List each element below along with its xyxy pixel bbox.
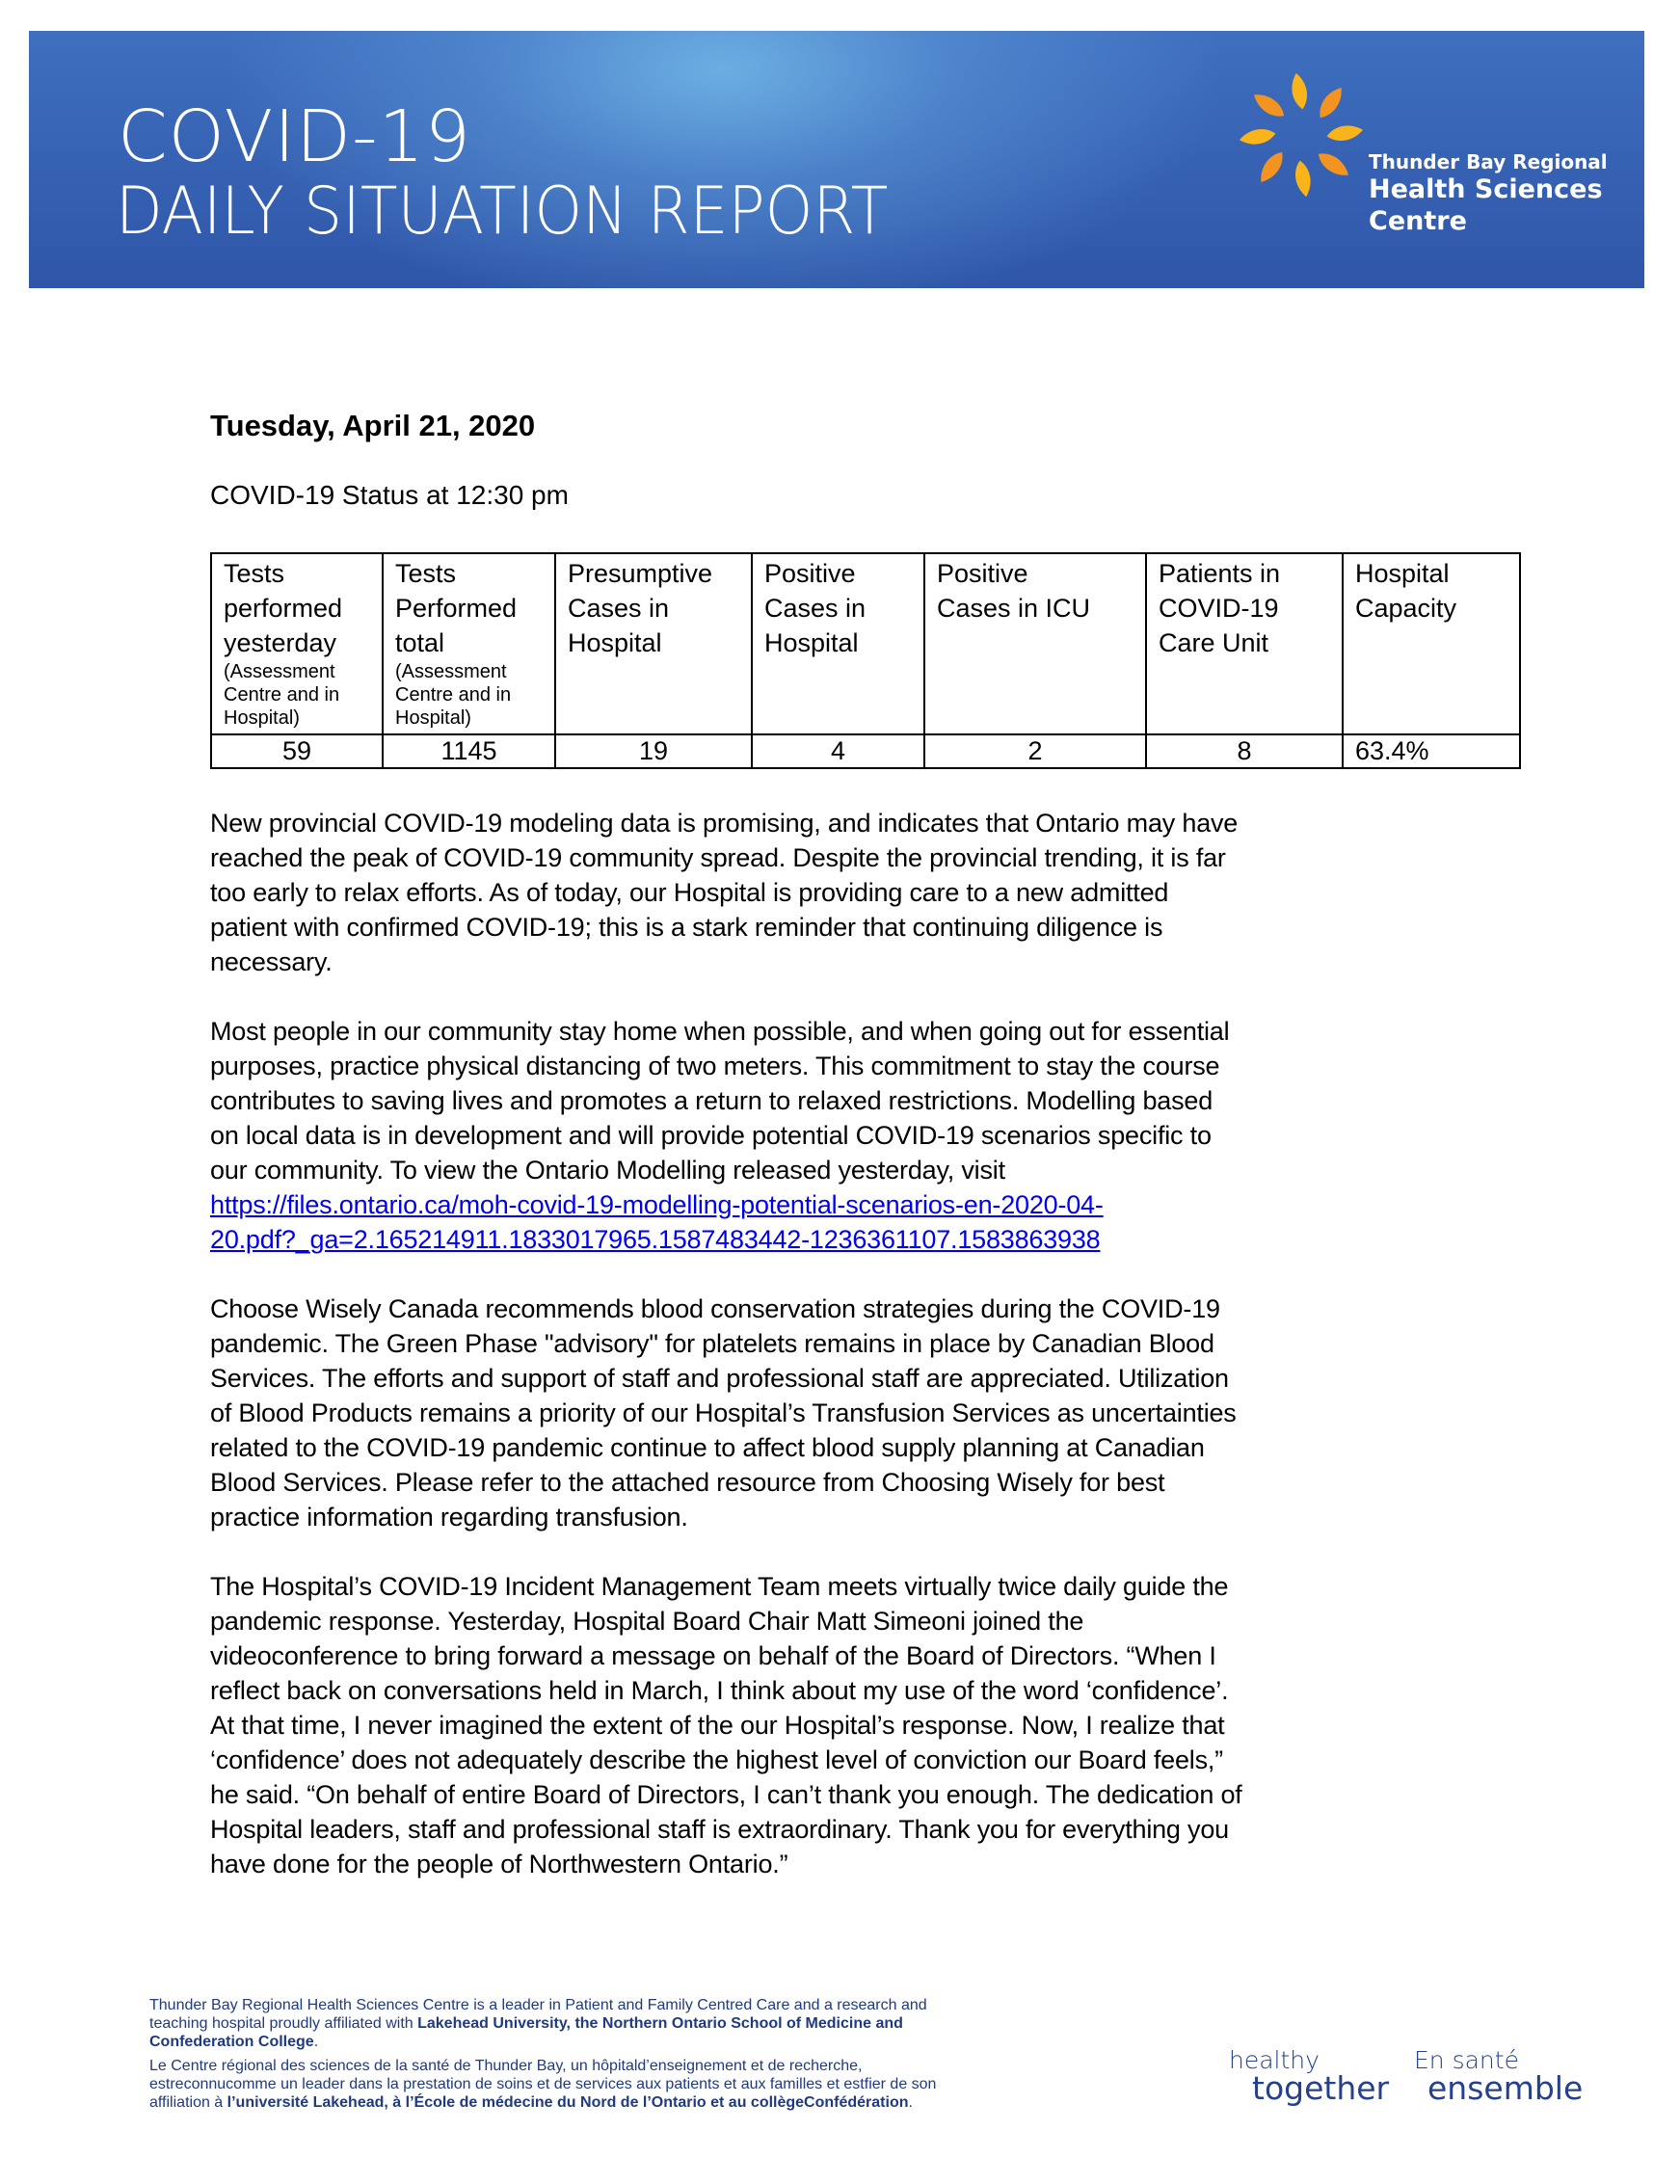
body-paragraph [210, 806, 1482, 979]
logo-petal [1255, 148, 1288, 187]
column-header-text: Care Unit [1159, 628, 1269, 657]
footer-en-text: . [313, 2034, 319, 2050]
paragraph-line: The Hospital’s COVID-19 Incident Management Team meets virtually twice daily guide the [210, 1572, 1229, 1601]
column-header-note: Centre and in [224, 684, 340, 706]
link-line[interactable]: https://files.ontario.ca/moh-covid-19-modelling-potential-scenarios-en-2020-04- [210, 1190, 1104, 1219]
logo-petal [1315, 84, 1347, 122]
paragraph-line: related to the COVID-19 pandemic continue to affect blood supply planning at Canadian [210, 1433, 1205, 1462]
table-cell-value: 19 [555, 734, 752, 768]
footer-fr-line: Le Centre régional des sciences de la santé de Thunder Bay, un hôpitald’enseignement et de recherche, [149, 2058, 863, 2074]
column-header-note: Hospital) [224, 707, 300, 729]
ontario-modelling-link[interactable] [210, 1187, 1482, 1257]
column-header-text: COVID-19 [1159, 594, 1279, 623]
column-header [211, 553, 383, 734]
logo-petal [1289, 72, 1309, 111]
column-header-text: Presumptive [568, 559, 713, 588]
column-header [1343, 553, 1520, 734]
table-cell-value: 59 [211, 734, 383, 768]
report-banner [29, 31, 1644, 288]
column-header-text: Capacity [1355, 594, 1457, 623]
column-header-note: Centre and in [395, 684, 512, 706]
logo-petal [1239, 126, 1277, 146]
column-header [1146, 553, 1343, 734]
footer-fr-line: estreconnucomme un leader dans la prestation de soins et de services aux patients et aux familles et estfier de son [149, 2076, 937, 2092]
tagline-en-small: healthy [1229, 2046, 1320, 2074]
paragraph-line: have done for the people of Northwestern Ontario.” [210, 1850, 788, 1878]
link-line[interactable]: 20.pdf?_ga=2.165214911.1833017965.1587483442-1236361107.1583863938 [210, 1225, 1101, 1254]
column-header [752, 553, 924, 734]
footer-affiliation [149, 1996, 1094, 2117]
logo-petal [1293, 159, 1313, 198]
table-cell-value: 2 [924, 734, 1146, 768]
footer-fr-bold: l’université Lakehead, à l’École de médecine du Nord de l’Ontario et au collègeConfédération [227, 2094, 909, 2111]
paragraph-line: reached the peak of COVID-19 community spread. Despite the provincial trending, it is far [210, 843, 1226, 872]
banner-subtitle: DAILY SITUATION REPORT [116, 173, 889, 250]
body-paragraph [210, 1014, 1482, 1257]
paragraph-line: of Blood Products remains a priority of our Hospital’s Transfusion Services as uncertainties [210, 1398, 1237, 1427]
paragraph-line: pandemic. The Green Phase "advisory" for platelets remains in place by Canadian Blood [210, 1329, 1214, 1358]
banner-title: COVID-19 [118, 95, 471, 178]
column-header-text: yesterday [224, 628, 337, 657]
paragraph-line: videoconference to bring forward a message on behalf of the Board of Directors. “When I [210, 1641, 1216, 1670]
sunburst-petals-icon [1234, 67, 1369, 202]
paragraph-line: necessary. [210, 947, 333, 976]
column-header-text: performed [224, 594, 343, 623]
footer-en-text: teaching hospital proudly affiliated with [149, 2015, 418, 2032]
paragraph-line: patient with confirmed COVID-19; this is a stark reminder that continuing diligence is [210, 913, 1163, 942]
footer-fr-line [149, 2093, 1094, 2112]
paragraph-line: too early to relax efforts. As of today, our Hospital is providing care to a new admitted [210, 878, 1169, 907]
column-header-text: Cases in [568, 594, 670, 623]
status-time: COVID-19 Status at 12:30 pm [210, 480, 569, 510]
table-cell-value: 63.4% [1343, 734, 1520, 768]
logo-petal [1315, 148, 1353, 181]
footer-en-line: Thunder Bay Regional Health Sciences Centre is a leader in Patient and Family Centred Care and a research and [149, 1997, 927, 2013]
paragraph-line: Choose Wisely Canada recommends blood conservation strategies during the COVID-19 [210, 1294, 1220, 1323]
logo-petal [1325, 122, 1364, 143]
tagline-fr-small: En santé [1414, 2046, 1519, 2074]
paragraph-line: reflect back on conversations held in March, I think about my use of the word ‘confidence’. [210, 1676, 1229, 1705]
column-header [383, 553, 555, 734]
report-date: Tuesday, April 21, 2020 [210, 409, 536, 442]
column-header-text: total [395, 628, 445, 657]
column-header-text: Performed [395, 594, 518, 623]
paragraph-line: New provincial COVID-19 modeling data is promising, and indicates that Ontario may have [210, 809, 1239, 838]
body-paragraph [210, 1569, 1482, 1881]
footer-en-line [149, 2033, 1094, 2051]
covid-status-table [210, 552, 1521, 769]
paragraph-line: our community. To view the Ontario Modelling released yesterday, visit [210, 1156, 1005, 1185]
column-header-text: Hospital [1355, 559, 1450, 588]
paragraph-line: practice information regarding transfusion. [210, 1503, 688, 1531]
footer-en-bold: Lakehead University, the Northern Ontario School of Medicine and [417, 2015, 903, 2032]
paragraph-line: At that time, I never imagined the extent of the our Hospital’s response. Now, I realize that [210, 1711, 1225, 1740]
org-logo-text [1369, 150, 1608, 237]
column-header-text: Patients in [1159, 559, 1281, 588]
footer-en-bold: Confederation College [149, 2034, 314, 2050]
paragraph-line: contributes to saving lives and promotes a return to relaxed restrictions. Modelling based [210, 1086, 1213, 1115]
column-header-text: Positive [937, 559, 1028, 588]
table-cell-value: 1145 [383, 734, 555, 768]
paragraph-line: Services. The efforts and support of staff and professional staff are appreciated. Utilization [210, 1364, 1229, 1393]
en-sante-ensemble-logo [1414, 2046, 1584, 2107]
footer-english [149, 1996, 1094, 2051]
paragraph-line: purposes, practice physical distancing of two meters. This commitment to stay the course [210, 1052, 1220, 1080]
footer-french [149, 2057, 1094, 2112]
footer-en-line [149, 2014, 1094, 2033]
paragraph-line: Most people in our community stay home when possible, and when going out for essential [210, 1017, 1230, 1046]
column-header [924, 553, 1146, 734]
org-name-line2: Health Sciences [1369, 174, 1603, 204]
column-header-note: Hospital) [395, 707, 471, 729]
tagline-en-big: together [1252, 2069, 1390, 2107]
logo-petal [1250, 89, 1289, 121]
table-cell-value: 8 [1146, 734, 1343, 768]
org-name-line1: Thunder Bay Regional [1369, 150, 1608, 173]
table-header-row [211, 553, 1520, 734]
paragraph-line: ‘confidence’ does not adequately describe the highest level of conviction our Board feels,” [210, 1745, 1223, 1774]
column-header [555, 553, 752, 734]
paragraph-line: pandemic response. Yesterday, Hospital Board Chair Matt Simeoni joined the [210, 1607, 1084, 1636]
healthy-together-logo [1229, 2046, 1390, 2107]
column-header-text: Hospital [568, 628, 662, 657]
paragraph-line: he said. “On behalf of entire Board of Directors, I can’t thank you enough. The dedication of [210, 1780, 1242, 1809]
tagline-fr-big: ensemble [1427, 2069, 1584, 2107]
column-header-text: Cases in [764, 594, 867, 623]
footer-fr-text: . [908, 2094, 913, 2111]
paragraph-line: on local data is in development and will provide potential COVID-19 scenarios specific to [210, 1121, 1212, 1150]
paragraph-line: Hospital leaders, staff and professional staff is extraordinary. Thank you for everything you [210, 1815, 1229, 1844]
column-header-text: Cases in ICU [937, 594, 1091, 623]
column-header-text: Hospital [764, 628, 859, 657]
column-header-note: (Assessment [224, 661, 335, 682]
column-header-text: Positive [764, 559, 856, 588]
org-name-line3: Centre [1369, 206, 1467, 236]
column-header-text: Tests [395, 559, 457, 588]
column-header-note: (Assessment [395, 661, 507, 682]
table-cell-value: 4 [752, 734, 924, 768]
body-paragraph [210, 1292, 1482, 1534]
table-value-row [211, 734, 1520, 768]
report-body [210, 806, 1482, 1916]
footer-fr-text: affiliation à [149, 2094, 227, 2111]
paragraph-line: Blood Services. Please refer to the attached resource from Choosing Wisely for best [210, 1468, 1165, 1497]
column-header-text: Tests [224, 559, 285, 588]
